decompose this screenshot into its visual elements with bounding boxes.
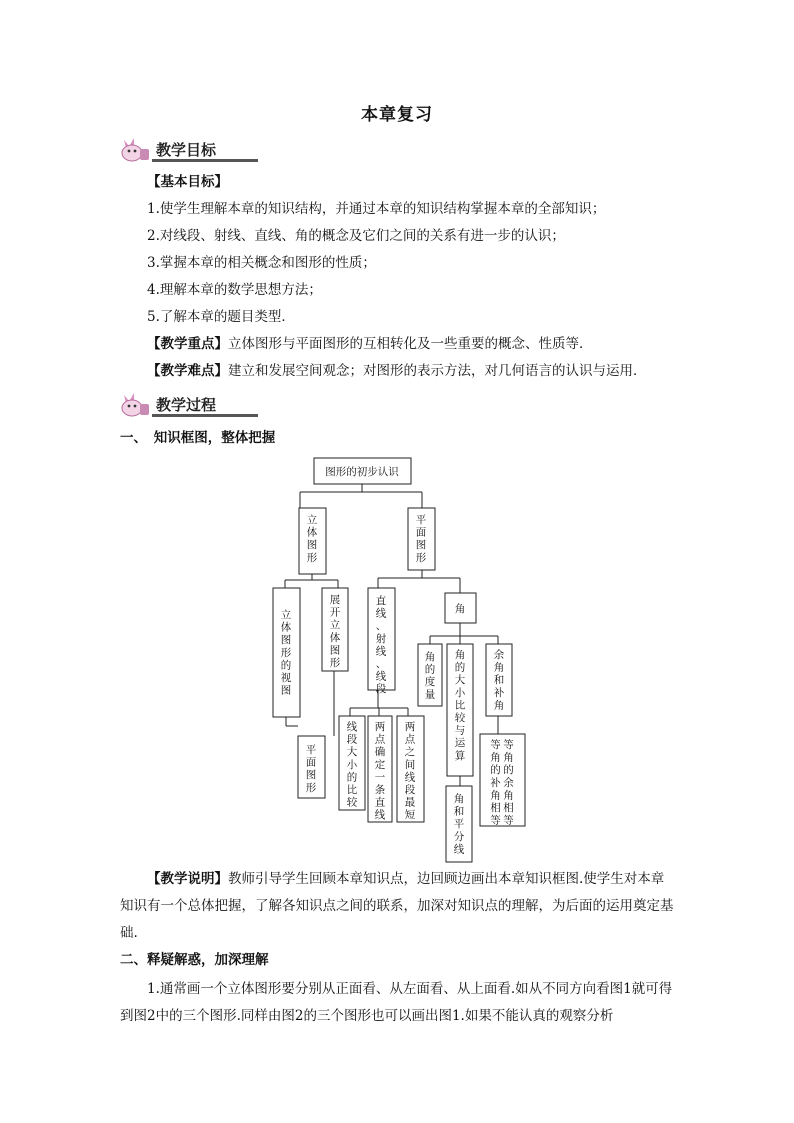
label-bisector-char: 角 <box>453 793 465 805</box>
label-comp-supp-char: 补 <box>493 686 505 699</box>
label-two-points-char: 两 <box>374 721 386 733</box>
label-equal-angles-char: 的 <box>490 764 501 777</box>
label-equal-angles-char: 角 <box>503 789 514 802</box>
section-label: 教学过程 <box>156 396 217 414</box>
note-text: 教师引导学生回顾本章知识点，边回顾边画出本章知识框图.使学生对本章知识有一个总体把握，了解各知识点之间的联系，加深对知识点的理解，为后面的运用奠定基础. <box>120 871 674 941</box>
label-angle-compare-char: 的 <box>454 661 466 674</box>
label-views-char: 体 <box>280 621 292 634</box>
label-plane-shape-char: 平 <box>305 744 317 756</box>
label-lines-char: 线 <box>375 607 387 620</box>
label-solid-char: 形 <box>306 551 318 564</box>
label-lines-char: 、 <box>375 658 387 670</box>
label-equal-angles-char: 等 <box>490 814 501 827</box>
label-angle-compare-char: 比 <box>454 699 466 712</box>
part1-heading: 一、 知识框图，整体把握 <box>120 430 276 446</box>
label-unfold-char: 开 <box>329 606 341 619</box>
label-lines-char: 射 <box>375 632 387 645</box>
label-equal-angles-char: 等 <box>490 739 501 751</box>
goal-item-5: 5.了解本章的题目类型． <box>147 309 295 325</box>
label-bisector-char: 分 <box>453 830 465 843</box>
label-lines-char: 线 <box>375 645 387 658</box>
goal-item-4: 4.理解本章的数学思想方法； <box>147 282 322 298</box>
label-equal-angles-char: 相 <box>490 802 501 814</box>
label-angle-compare-char: 与 <box>454 724 466 737</box>
label-angle: 角 <box>454 603 466 615</box>
label-bisector-char: 线 <box>453 843 465 856</box>
label-solid-char: 图 <box>306 539 318 552</box>
label-plane-char: 平 <box>415 514 427 526</box>
label-two-points-char: 条 <box>374 784 386 796</box>
label-root: 图形的初步认识 <box>325 466 399 478</box>
section-label: 教学目标 <box>156 141 217 159</box>
label-two-points-char: 定 <box>374 758 386 771</box>
label-shortest-char: 之 <box>404 746 416 759</box>
label-unfold-char: 体 <box>329 631 341 644</box>
label-angle-compare-char: 运 <box>454 737 466 750</box>
label-unfold-char: 立 <box>329 619 341 632</box>
part2-text: 1.通常画一个立体图形要分别从正面看、从左面看、从上面看.如从不同方向看图1就可得到图2中的三个图形.同样由图2的三个图形也可以画出图1.如果不能认真的观察分析 <box>120 981 673 1024</box>
label-lines-char: 段 <box>375 683 387 696</box>
label-shortest-char: 最 <box>404 796 416 809</box>
label-views-char: 形 <box>280 646 292 659</box>
label-angle-compare-char: 角 <box>454 649 466 661</box>
label-plane-shape-char: 形 <box>305 781 317 794</box>
label-views-char: 立 <box>280 609 292 621</box>
label-solid-char: 立 <box>306 514 318 526</box>
label-bisector-char: 和 <box>453 805 465 818</box>
label-lines-char: 直 <box>375 595 387 607</box>
note-label: 【教学说明】 <box>147 871 228 887</box>
label-views-char: 视 <box>280 672 292 684</box>
label-equal-angles-char: 相 <box>503 802 514 814</box>
label-shortest-char: 间 <box>404 758 416 771</box>
label-angle-measure-char: 角 <box>424 651 436 663</box>
label-comp-supp-char: 和 <box>493 674 505 687</box>
label-seg-compare-char: 的 <box>346 771 358 784</box>
label-lines-char: 、 <box>375 620 387 633</box>
label-unfold-char: 图 <box>329 644 341 657</box>
label-unfold-char: 形 <box>329 657 341 669</box>
label-equal-angles-char: 等 <box>503 739 514 751</box>
difficulty-label: 【教学难点】 <box>147 363 228 379</box>
label-views-char: 图 <box>280 634 292 647</box>
label-angle-compare-char: 较 <box>454 712 466 724</box>
label-two-points-char: 确 <box>374 746 386 759</box>
label-two-points-char: 线 <box>374 809 386 822</box>
goal-item-1: 1.使学生理解本章的知识结构，并通过本章的知识结构掌握本章的全部知识； <box>147 201 606 217</box>
label-comp-supp-char: 角 <box>493 661 505 674</box>
teaching-note <box>120 866 676 947</box>
label-comp-supp-char: 角 <box>493 699 505 712</box>
label-seg-compare-char: 小 <box>346 758 358 771</box>
label-equal-angles-char: 等 <box>503 814 514 827</box>
label-equal-angles-char: 补 <box>490 776 501 789</box>
label-plane-char: 形 <box>415 551 427 564</box>
label-solid-char: 体 <box>306 526 318 539</box>
label-two-points-char: 一 <box>374 771 386 784</box>
label-shortest-char: 线 <box>404 771 416 784</box>
label-shortest-char: 点 <box>404 733 416 746</box>
label-plane-shape-char: 面 <box>305 756 317 769</box>
difficulty-text: 建立和发展空间观念；对图形的表示方法，对几何语言的认识与运用． <box>228 363 647 379</box>
goal-item-2: 2.对线段、射线、直线、角的概念及它们之间的关系有进一步的认识； <box>147 228 565 244</box>
label-bisector-char: 平 <box>453 818 465 831</box>
key-label: 【教学重点】 <box>147 336 228 352</box>
label-seg-compare-char: 比 <box>346 784 358 796</box>
label-shortest-char: 段 <box>404 784 416 796</box>
label-plane-shape-char: 图 <box>305 769 317 782</box>
label-plane-char: 面 <box>415 526 427 539</box>
label-equal-angles-char: 余 <box>503 776 514 789</box>
label-two-points-char: 直 <box>374 796 386 809</box>
label-seg-compare-char: 线 <box>346 721 358 733</box>
label-lines-char: 线 <box>375 670 387 683</box>
label-unfold-char: 展 <box>329 594 341 606</box>
label-equal-angles-char: 角 <box>490 789 501 802</box>
goal-item-3: 3.掌握本章的相关概念和图形的性质； <box>147 255 376 271</box>
label-seg-compare-char: 大 <box>346 746 358 759</box>
basic-goal-heading: 【基本目标】 <box>147 174 228 190</box>
label-two-points-char: 点 <box>374 733 386 746</box>
label-views-char: 图 <box>280 684 292 697</box>
label-equal-angles-char: 的 <box>503 764 514 777</box>
key-text: 立体图形与平面图形的互相转化及一些重要的概念、性质等． <box>228 336 593 352</box>
label-shortest-char: 两 <box>404 721 416 733</box>
label-views-char: 的 <box>280 659 292 672</box>
label-equal-angles-char: 角 <box>490 751 501 764</box>
label-seg-compare-char: 段 <box>346 733 358 746</box>
label-angle-measure-char: 的 <box>424 663 436 676</box>
label-equal-angles-char: 角 <box>503 751 514 764</box>
label-angle-measure-char: 量 <box>424 688 436 701</box>
label-seg-compare-char: 较 <box>346 796 358 809</box>
label-shortest-char: 短 <box>404 809 416 822</box>
label-angle-compare-char: 大 <box>454 674 466 687</box>
label-comp-supp-char: 余 <box>493 649 505 661</box>
label-angle-compare-char: 算 <box>454 749 466 762</box>
label-plane-char: 图 <box>415 539 427 552</box>
label-angle-measure-char: 度 <box>424 676 436 689</box>
page-title: 本章复习 <box>361 105 433 125</box>
part2-heading: 二、释疑解惑，加深理解 <box>120 952 269 968</box>
label-angle-compare-char: 小 <box>454 686 466 699</box>
